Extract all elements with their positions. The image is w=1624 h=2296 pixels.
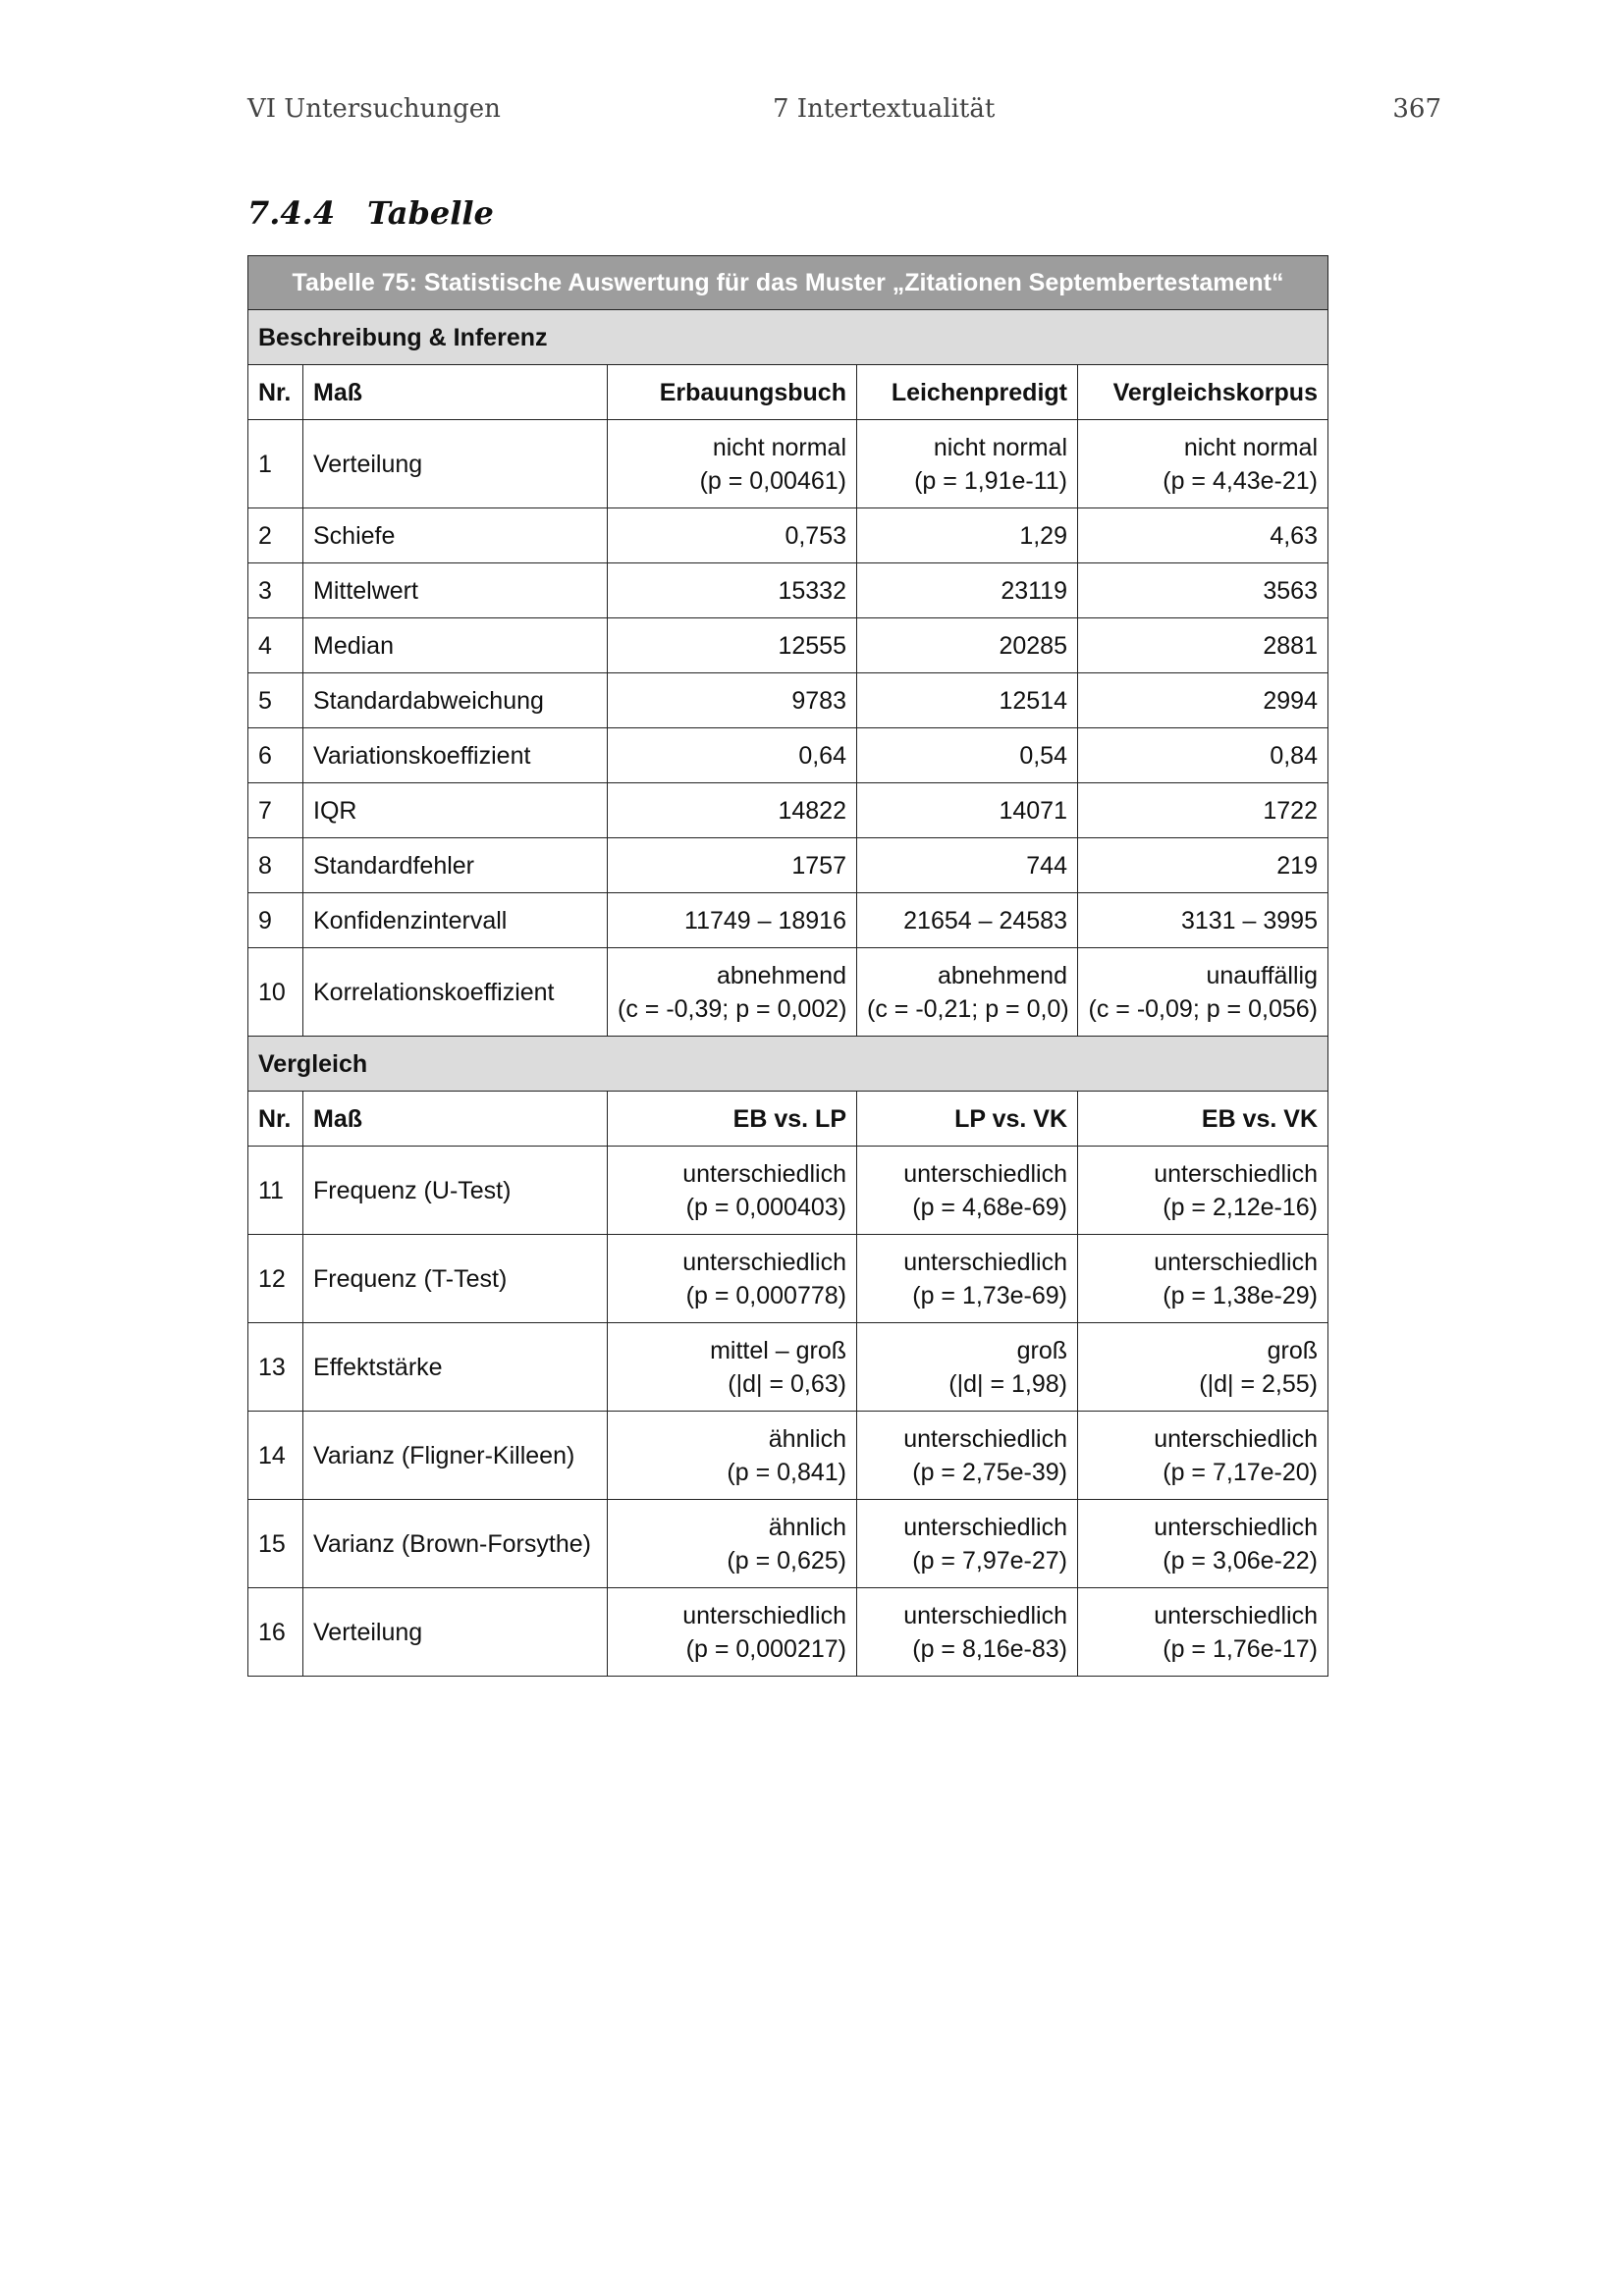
value-detail: (c = -0,09; p = 0,056) (1088, 994, 1318, 1023)
value-cell (1078, 783, 1328, 838)
table-row (248, 1412, 1328, 1500)
value-text: nicht normal (1183, 433, 1318, 461)
column-header: Leichenpredigt (857, 365, 1078, 420)
value-cell (608, 1235, 857, 1323)
row-number: 3 (248, 563, 303, 618)
value-detail: (p = 2,12e-16) (1163, 1193, 1318, 1221)
value-text: unterschiedlich (903, 1424, 1067, 1453)
row-number: 7 (248, 783, 303, 838)
table-row (248, 838, 1328, 893)
value-text: groß (1016, 1336, 1067, 1364)
value-text: 0,54 (1019, 741, 1067, 770)
measure-name: Konfidenzintervall (303, 893, 608, 948)
value-text: mittel – groß (710, 1336, 846, 1364)
table-row (248, 1323, 1328, 1412)
section-number: 7.4.4 (247, 194, 336, 232)
value-cell (608, 893, 857, 948)
value-cell (608, 728, 857, 783)
value-cell (857, 1588, 1078, 1677)
value-detail: (|d| = 1,98) (948, 1369, 1067, 1398)
measure-name: Standardfehler (303, 838, 608, 893)
group-row (248, 1037, 1328, 1092)
value-cell (1078, 838, 1328, 893)
value-text: unterschiedlich (1154, 1601, 1318, 1629)
table-row (248, 563, 1328, 618)
value-text: 12555 (778, 631, 846, 660)
value-text: ähnlich (768, 1513, 846, 1541)
header-chapter-title: 7 Intertextualität (773, 94, 996, 124)
column-header: EB vs. VK (1078, 1092, 1328, 1147)
value-detail: (|d| = 2,55) (1199, 1369, 1318, 1398)
value-detail: (c = -0,39; p = 0,002) (618, 994, 847, 1023)
value-cell (1078, 563, 1328, 618)
value-detail: (p = 0,625) (727, 1546, 846, 1575)
value-cell (1078, 673, 1328, 728)
measure-name: Mittelwert (303, 563, 608, 618)
value-cell (608, 948, 857, 1037)
value-cell (857, 563, 1078, 618)
value-cell (857, 618, 1078, 673)
row-number: 9 (248, 893, 303, 948)
value-text: ähnlich (768, 1424, 846, 1453)
measure-name: Effektstärke (303, 1323, 608, 1412)
value-cell (1078, 948, 1328, 1037)
row-number: 8 (248, 838, 303, 893)
value-text: unterschiedlich (1154, 1424, 1318, 1453)
statistics-table (247, 255, 1328, 1677)
value-cell (1078, 1412, 1328, 1500)
measure-name: Median (303, 618, 608, 673)
column-header: Nr. (248, 1092, 303, 1147)
table-row (248, 1500, 1328, 1588)
measure-name: IQR (303, 783, 608, 838)
value-cell (857, 1500, 1078, 1588)
value-text: 23119 (1001, 576, 1067, 605)
value-text: 21654 – 24583 (903, 906, 1067, 934)
value-text: unterschiedlich (903, 1513, 1067, 1541)
value-detail: (p = 4,68e-69) (912, 1193, 1067, 1221)
value-cell (857, 1412, 1078, 1500)
header-chapter-part: VI Untersuchungen (247, 94, 501, 124)
table-row (248, 1235, 1328, 1323)
running-header (247, 94, 1441, 133)
value-cell (608, 420, 857, 508)
value-cell (1078, 1235, 1328, 1323)
value-text: 14822 (778, 796, 846, 825)
value-cell (857, 838, 1078, 893)
value-cell (857, 728, 1078, 783)
value-text: 20285 (999, 631, 1067, 660)
value-cell (857, 1323, 1078, 1412)
value-cell (1078, 508, 1328, 563)
value-cell (1078, 728, 1328, 783)
table-row (248, 420, 1328, 508)
value-detail: (p = 4,43e-21) (1163, 466, 1318, 495)
value-cell (1078, 893, 1328, 948)
value-cell (1078, 1588, 1328, 1677)
table-row (248, 508, 1328, 563)
value-cell (608, 783, 857, 838)
value-cell (1078, 420, 1328, 508)
measure-name: Varianz (Brown-Forsythe) (303, 1500, 608, 1588)
value-detail: (p = 1,38e-29) (1163, 1281, 1318, 1309)
value-detail: (p = 1,91e-11) (914, 466, 1067, 495)
value-cell (608, 1323, 857, 1412)
value-text: unterschiedlich (1154, 1248, 1318, 1276)
value-detail: (p = 0,841) (727, 1458, 846, 1486)
value-detail: (p = 1,76e-17) (1163, 1634, 1318, 1663)
row-number: 10 (248, 948, 303, 1037)
value-detail: (p = 3,06e-22) (1163, 1546, 1318, 1575)
value-cell (608, 563, 857, 618)
table-row (248, 1147, 1328, 1235)
value-cell (608, 1500, 857, 1588)
value-text: 1757 (791, 851, 846, 880)
value-cell (857, 1235, 1078, 1323)
value-text: unterschiedlich (1154, 1159, 1318, 1188)
row-number: 12 (248, 1235, 303, 1323)
value-cell (1078, 1323, 1328, 1412)
row-number: 4 (248, 618, 303, 673)
section-title: Tabelle (367, 194, 494, 232)
value-text: 2994 (1263, 686, 1318, 715)
value-detail: (p = 1,73e-69) (912, 1281, 1067, 1309)
table-body (248, 256, 1328, 1677)
value-text: 0,64 (798, 741, 846, 770)
measure-name: Variationskoeffizient (303, 728, 608, 783)
table-row (248, 618, 1328, 673)
value-text: 1722 (1263, 796, 1318, 825)
group-title: Beschreibung & Inferenz (248, 310, 1328, 365)
value-detail: (p = 7,17e-20) (1163, 1458, 1318, 1486)
group-title: Vergleich (248, 1037, 1328, 1092)
value-cell (608, 1412, 857, 1500)
value-detail: (p = 0,000403) (685, 1193, 846, 1221)
table-row (248, 893, 1328, 948)
measure-name: Verteilung (303, 420, 608, 508)
value-text: nicht normal (712, 433, 846, 461)
value-cell (857, 948, 1078, 1037)
value-detail: (p = 7,97e-27) (912, 1546, 1067, 1575)
value-detail: (p = 0,00461) (699, 466, 846, 495)
value-text: 3131 – 3995 (1180, 906, 1318, 934)
value-cell (608, 1147, 857, 1235)
column-header-row (248, 365, 1328, 420)
value-cell (608, 508, 857, 563)
measure-name: Korrelationskoeffizient (303, 948, 608, 1037)
column-header: Vergleichskorpus (1078, 365, 1328, 420)
table-caption: Tabelle 75: Statistische Auswertung für das Muster „Zitationen Septembertestament“ (248, 256, 1328, 310)
value-text: 219 (1276, 851, 1318, 880)
value-text: 1,29 (1019, 521, 1067, 550)
value-text: 11749 – 18916 (684, 906, 846, 934)
caption-row (248, 256, 1328, 310)
table-row (248, 728, 1328, 783)
measure-name: Varianz (Fligner-Killeen) (303, 1412, 608, 1500)
row-number: 5 (248, 673, 303, 728)
section-heading (247, 194, 494, 232)
value-cell (608, 1588, 857, 1677)
value-text: abnehmend (716, 961, 846, 989)
table-row (248, 948, 1328, 1037)
value-detail: (p = 8,16e-83) (912, 1634, 1067, 1663)
column-header: LP vs. VK (857, 1092, 1078, 1147)
row-number: 2 (248, 508, 303, 563)
value-text: 4,63 (1270, 521, 1318, 550)
value-text: 0,753 (785, 521, 846, 550)
column-header: Erbauungsbuch (608, 365, 857, 420)
value-cell (857, 783, 1078, 838)
row-number: 6 (248, 728, 303, 783)
value-detail: (p = 0,000217) (685, 1634, 846, 1663)
measure-name: Standardabweichung (303, 673, 608, 728)
row-number: 13 (248, 1323, 303, 1412)
value-text: 3563 (1263, 576, 1318, 605)
value-cell (857, 1147, 1078, 1235)
measure-name: Frequenz (U-Test) (303, 1147, 608, 1235)
value-text: 9783 (791, 686, 846, 715)
row-number: 15 (248, 1500, 303, 1588)
value-cell (1078, 1500, 1328, 1588)
row-number: 14 (248, 1412, 303, 1500)
value-detail: (c = -0,21; p = 0,0) (867, 994, 1069, 1023)
value-text: 0,84 (1270, 741, 1318, 770)
value-text: unterschiedlich (903, 1159, 1067, 1188)
value-detail: (p = 0,000778) (685, 1281, 846, 1309)
value-cell (608, 673, 857, 728)
column-header: Maß (303, 1092, 608, 1147)
value-text: nicht normal (933, 433, 1067, 461)
value-text: 2881 (1263, 631, 1318, 660)
measure-name: Frequenz (T-Test) (303, 1235, 608, 1323)
value-text: unauffällig (1206, 961, 1318, 989)
value-cell (608, 838, 857, 893)
value-cell (1078, 1147, 1328, 1235)
value-cell (857, 673, 1078, 728)
row-number: 1 (248, 420, 303, 508)
column-header-row (248, 1092, 1328, 1147)
column-header: EB vs. LP (608, 1092, 857, 1147)
page-number: 367 (1392, 94, 1441, 124)
value-text: unterschiedlich (1154, 1513, 1318, 1541)
table-row (248, 1588, 1328, 1677)
value-text: unterschiedlich (682, 1159, 846, 1188)
value-text: unterschiedlich (682, 1601, 846, 1629)
value-cell (608, 618, 857, 673)
value-detail: (|d| = 0,63) (728, 1369, 846, 1398)
value-text: 744 (1026, 851, 1067, 880)
value-text: unterschiedlich (903, 1601, 1067, 1629)
value-text: 15332 (778, 576, 846, 605)
group-row (248, 310, 1328, 365)
value-detail: (p = 2,75e-39) (912, 1458, 1067, 1486)
value-cell (1078, 618, 1328, 673)
measure-name: Verteilung (303, 1588, 608, 1677)
value-text: 14071 (999, 796, 1067, 825)
value-text: 12514 (999, 686, 1067, 715)
value-cell (857, 893, 1078, 948)
measure-name: Schiefe (303, 508, 608, 563)
value-text: unterschiedlich (903, 1248, 1067, 1276)
table-row (248, 673, 1328, 728)
column-header: Maß (303, 365, 608, 420)
value-text: abnehmend (937, 961, 1067, 989)
value-cell (857, 508, 1078, 563)
value-text: unterschiedlich (682, 1248, 846, 1276)
table-row (248, 783, 1328, 838)
row-number: 16 (248, 1588, 303, 1677)
value-text: groß (1267, 1336, 1318, 1364)
row-number: 11 (248, 1147, 303, 1235)
column-header: Nr. (248, 365, 303, 420)
value-cell (857, 420, 1078, 508)
